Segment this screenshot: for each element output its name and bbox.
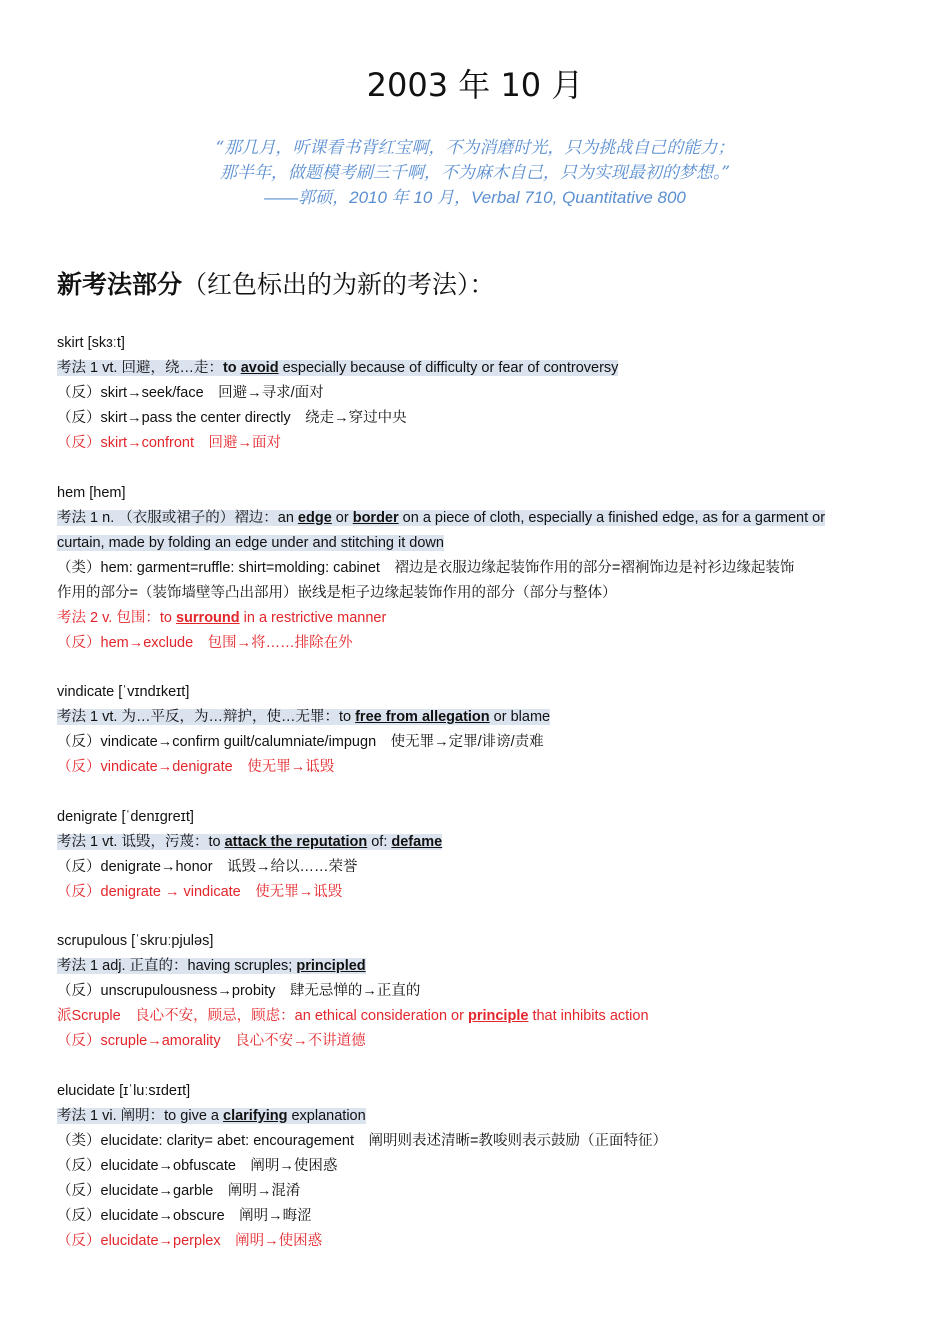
headword: hem [hem] [57, 485, 126, 501]
usage-line-new: （反）elucidate→perplex 阐明→使困惑 [57, 1233, 323, 1249]
quote-line-1: “那几月，听课看书背红宝啊，不为消磨时光，只为挑战自己的能力； [215, 138, 735, 158]
usage-line: （反）unscrupulousness→probity 肆无忌惮的→正直的 [57, 983, 421, 999]
usage-line-new: （反）denigrate → vindicate 使无罪→诋毁 [57, 884, 343, 900]
definition: 考法 1 vt. 诋毁，污蔑：to attack the reputation of: defame [57, 834, 443, 850]
usage-line-new: （反）scruple→amorality 良心不安→不讲道德 [57, 1033, 366, 1049]
definition: 考法 1 n. （衣服或裙子的）褶边：an edge or border on a piece of cloth, especially a finished edge, as for a garment or [57, 510, 826, 526]
definition-continued: curtain, made by folding an edge under and stitching it down [57, 535, 444, 551]
section-heading-bold: 新考法部分 [57, 270, 183, 299]
usage-line: （反）denigrate→honor 诋毁→给以……荣誉 [57, 859, 358, 875]
definition: 考法 1 vt. 为…平反，为…辩护，使…无罪：to free from allegation or blame [57, 709, 551, 725]
definition: 考法 1 adj. 正直的：having scruples; principled [57, 958, 366, 974]
derived-word-new: 派Scruple 良心不安，顾忌，顾虑：an ethical consideration or principle that inhibits action [57, 1008, 649, 1024]
usage-line-new: （反）vindicate→denigrate 使无罪→诋毁 [57, 759, 335, 775]
entry-elucidate [57, 1079, 897, 1254]
definition: 考法 1 vt. 回避，绕…走：to avoid especially because of difficulty or fear of controversy [57, 360, 619, 376]
usage-line-new: （反）skirt→confront 回避→面对 [57, 435, 281, 451]
usage-line: （反）elucidate→obfuscate 阐明→使困惑 [57, 1158, 338, 1174]
entry-hem [57, 481, 897, 656]
usage-line-new: （反）hem→exclude 包围→将……排除在外 [57, 635, 353, 651]
definition-2-new: 考法 2 v. 包围：to surround in a restrictive manner [57, 610, 387, 626]
usage-line: （反）vindicate→confirm guilt/calumniate/impugn 使无罪→定罪/诽谤/责难 [57, 734, 544, 750]
page-title: 2003 年 10 月 [366, 66, 584, 104]
definition: 考法 1 vi. 阐明：to give a clarifying explanation [57, 1108, 366, 1124]
usage-line: （反）skirt→pass the center directly 绕走→穿过中央 [57, 410, 407, 426]
headword: vindicate [ˈvɪndɪkeɪt] [57, 684, 190, 700]
usage-line: （类）hem: garment=ruffle: shirt=molding: cabinet 褶边是衣服边缘起装饰作用的部分=褶裥饰边是衬衫边缘起装饰 [57, 560, 795, 576]
usage-line: （反）elucidate→garble 阐明→混淆 [57, 1183, 301, 1199]
headword: skirt [skɜːt] [57, 335, 125, 351]
headword: elucidate [ɪˈluːsɪdeɪt] [57, 1083, 191, 1099]
usage-line: 作用的部分=（装饰墙壁等凸出部用）嵌线是柜子边缘起装饰作用的部分（部分与整体） [57, 585, 617, 601]
entry-vindicate [57, 680, 897, 780]
usage-line: （反）elucidate→obscure 阐明→晦涩 [57, 1208, 312, 1224]
section-heading-rest: （红色标出的为新的考法）： [182, 270, 495, 299]
entry-scrupulous [57, 929, 897, 1054]
quote-line-2: 那半年，做题模考刷三千啊，不为麻木自己，只为实现最初的梦想。” [219, 163, 731, 183]
headword: denigrate [ˈdenɪgreɪt] [57, 809, 194, 825]
section-heading [57, 265, 495, 301]
usage-line: （反）skirt→seek/face 回避→寻求/面对 [57, 385, 324, 401]
entry-denigrate [57, 805, 897, 905]
quote-attribution: ——郭硕，2010 年 10 月，Verbal 710, Quantitative 800 [264, 188, 686, 207]
usage-line: （类）elucidate: clarity= abet: encouragement 阐明则表述清晰=教唆则表示鼓励（正面特征） [57, 1133, 667, 1149]
entry-skirt [57, 331, 897, 456]
headword: scrupulous [ˈskruːpjuləs] [57, 933, 214, 949]
